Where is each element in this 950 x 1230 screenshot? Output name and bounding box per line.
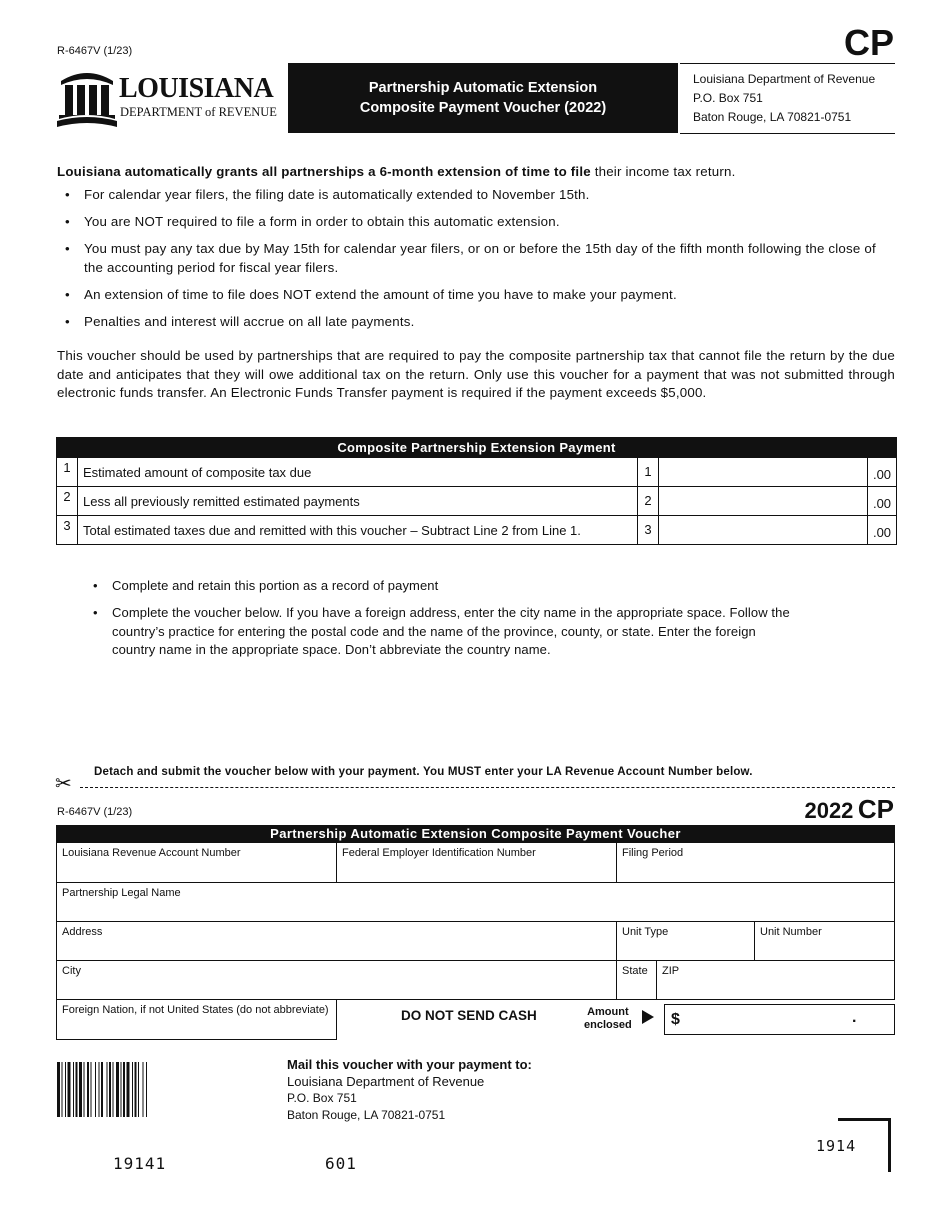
- detach-instruction: Detach and submit the voucher below with your payment. You MUST enter your LA Revenue Account Number below.: [94, 766, 753, 778]
- intro-text: [57, 164, 897, 179]
- decimal-point: .: [852, 1009, 857, 1026]
- title-line-1: Partnership Automatic Extension: [368, 80, 598, 96]
- list-item: • You must pay any tax due by May 15th for calendar year filers, or on or before the 15th day of the fifth month following the close of the accounting period for fiscal year filers.: [64, 240, 896, 277]
- unit-type-field[interactable]: [616, 921, 755, 961]
- line-cents: .00: [867, 487, 896, 515]
- state-field[interactable]: [616, 960, 657, 1000]
- table-row: [57, 457, 896, 486]
- barcode-bar: [121, 1062, 122, 1117]
- barcode-bar: [68, 1062, 71, 1117]
- voucher-cp: CP: [857, 794, 894, 824]
- amount-enclosed-input[interactable]: [664, 1004, 895, 1035]
- payment-table-title: Composite Partnership Extension Payment: [57, 438, 896, 457]
- barcode-bar: [116, 1062, 119, 1117]
- list-item: • For calendar year filers, the filing date is automatically extended to November 15th.: [64, 186, 896, 205]
- ldr-logo: [57, 67, 282, 129]
- form-code: R-6467V (1/23): [57, 45, 133, 57]
- table-row: [57, 515, 896, 544]
- barcode-bar: [84, 1062, 85, 1117]
- legal-name-field[interactable]: [56, 882, 895, 922]
- line-description: Less all previously remitted estimated payments: [83, 494, 360, 509]
- logo-louisiana: LOUISIANA: [119, 73, 274, 104]
- barcode-bar: [65, 1062, 66, 1117]
- mail-line: Baton Rouge, LA 70821-0751: [287, 1108, 446, 1122]
- cut-line: [80, 787, 895, 788]
- amount-label-line: enclosed: [584, 1019, 632, 1031]
- cp-label: CP: [843, 22, 894, 63]
- line-cents: .00: [867, 458, 896, 486]
- field-label: Filing Period: [622, 847, 684, 859]
- line-3-amount-input[interactable]: [658, 516, 867, 544]
- barcode-bar: [113, 1062, 114, 1117]
- barcode-bar: [101, 1062, 103, 1117]
- instruction-list: [64, 186, 896, 340]
- dollar-sign: $: [671, 1011, 680, 1028]
- payment-table: [56, 437, 897, 545]
- field-label: Unit Number: [760, 926, 822, 938]
- field-label: State: [622, 965, 648, 977]
- fein-field[interactable]: [336, 842, 617, 883]
- record-instructions: [92, 577, 792, 668]
- unit-number-field[interactable]: [754, 921, 895, 961]
- scan-code-2: 601: [325, 1154, 357, 1173]
- line-description: Estimated amount of composite tax due: [83, 465, 312, 480]
- header-address: [693, 70, 875, 127]
- scan-code-1: 19141: [113, 1154, 167, 1173]
- voucher-form-code: R-6467V (1/23): [57, 806, 133, 818]
- do-not-send-cash: DO NOT SEND CASH: [401, 1008, 537, 1023]
- field-label: City: [62, 965, 81, 977]
- barcode-bar: [127, 1062, 130, 1117]
- barcode-bar: [79, 1062, 82, 1117]
- address-line: Louisiana Department of Revenue: [693, 72, 876, 86]
- barcode-bar: [57, 1062, 60, 1117]
- divider: [680, 63, 895, 64]
- voucher-title: Partnership Automatic Extension Composite Payment Voucher: [56, 825, 895, 842]
- mail-line: Louisiana Department of Revenue: [287, 1074, 485, 1089]
- field-label: Federal Employer Identification Number: [342, 847, 536, 859]
- line-description: Total estimated taxes due and remitted with this voucher – Subtract Line 2 from Line 1.: [83, 523, 581, 538]
- list-item: • Complete and retain this portion as a record of payment: [92, 577, 792, 596]
- barcode-bar: [143, 1062, 144, 1117]
- list-item: • You are NOT required to file a form in order to obtain this automatic extension.: [64, 213, 896, 232]
- barcode-bar: [95, 1062, 96, 1117]
- address-line: Baton Rouge, LA 70821-0751: [693, 110, 852, 124]
- address-line: P.O. Box 751: [693, 91, 763, 105]
- filing-period-field[interactable]: [616, 842, 895, 883]
- barcode-bar: [73, 1062, 74, 1117]
- divider: [680, 133, 895, 134]
- intro-rest: their income tax return.: [590, 164, 736, 179]
- list-item: • Complete the voucher below. If you have a foreign address, enter the city name in the appropriate space. Follow the country’s practice for entering the postal code and the name of the province, county, or state. Enter the foreign country name in the appropriate space. Don’t abbreviate the country name.: [92, 604, 792, 660]
- field-label: Address: [62, 926, 103, 938]
- field-label: ZIP: [662, 965, 680, 977]
- mailing-address: [287, 1056, 532, 1124]
- line-number: 2: [57, 487, 78, 515]
- form-number: 1914: [816, 1137, 857, 1155]
- barcode-bar: [138, 1062, 139, 1117]
- table-row: [57, 486, 896, 515]
- line-cents: .00: [867, 516, 896, 544]
- barcode-bar: [132, 1062, 133, 1117]
- form-title-box: [288, 63, 678, 133]
- line-2-amount-input[interactable]: [658, 487, 867, 515]
- field-label: Foreign Nation, if not United States (do not abbreviate): [62, 1004, 329, 1016]
- intro-bold: Louisiana automatically grants all partnerships a 6-month extension of time to file: [57, 164, 591, 179]
- barcode-bar: [109, 1062, 111, 1117]
- barcode-bar: [107, 1062, 108, 1117]
- barcode-bar: [99, 1062, 100, 1117]
- barcode-bar: [87, 1062, 89, 1117]
- line-number: 1: [57, 458, 78, 486]
- capitol-columns-icon: [57, 67, 117, 129]
- list-item: • An extension of time to file does NOT extend the amount of time you have to make your payment.: [64, 286, 896, 305]
- title-line-2: Composite Payment Voucher (2022): [359, 100, 607, 116]
- amount-label-line: Amount: [587, 1006, 629, 1018]
- line-1-amount-input[interactable]: [658, 458, 867, 486]
- address-field[interactable]: [56, 921, 617, 961]
- registration-corner-mark: [838, 1118, 891, 1172]
- barcode-bar: [62, 1062, 63, 1117]
- line-number: 2: [637, 487, 659, 515]
- barcode-bar: [91, 1062, 92, 1117]
- barcode-bar: [123, 1062, 125, 1117]
- list-item: • Penalties and interest will accrue on all late payments.: [64, 313, 896, 332]
- zip-field[interactable]: [656, 960, 895, 1000]
- arrow-right-icon: [642, 1010, 654, 1024]
- barcode-bar: [146, 1062, 147, 1117]
- city-field[interactable]: [56, 960, 617, 1000]
- field-label: Louisiana Revenue Account Number: [62, 847, 241, 859]
- account-number-field[interactable]: [56, 842, 337, 883]
- mail-heading: Mail this voucher with your payment to:: [287, 1057, 532, 1072]
- line-number: 3: [637, 516, 659, 544]
- field-label: Unit Type: [622, 926, 669, 938]
- barcode-bar: [135, 1062, 137, 1117]
- voucher-usage-paragraph: This voucher should be used by partnerships that are required to pay the composite partnership tax that cannot file the return by the due date and anticipates that they will owe additional tax on the return. Only use this voucher for a payment that was not submitted through electronic funds transfer. An Electronic Funds Transfer payment is required if the payment exceeds $5,000.: [57, 348, 895, 400]
- scissors-icon: ✂: [55, 773, 72, 795]
- barcode: [57, 1062, 205, 1117]
- mail-line: P.O. Box 751: [287, 1091, 357, 1105]
- foreign-nation-field[interactable]: [56, 999, 337, 1040]
- amount-enclosed-label: [584, 1006, 632, 1032]
- line-number: 1: [637, 458, 659, 486]
- voucher-year: 2022: [804, 798, 854, 823]
- line-number: 3: [57, 516, 78, 544]
- field-label: Partnership Legal Name: [62, 887, 181, 899]
- logo-department: DEPARTMENT of REVENUE: [120, 105, 277, 119]
- voucher-year-cp: [804, 794, 894, 825]
- barcode-bar: [76, 1062, 78, 1117]
